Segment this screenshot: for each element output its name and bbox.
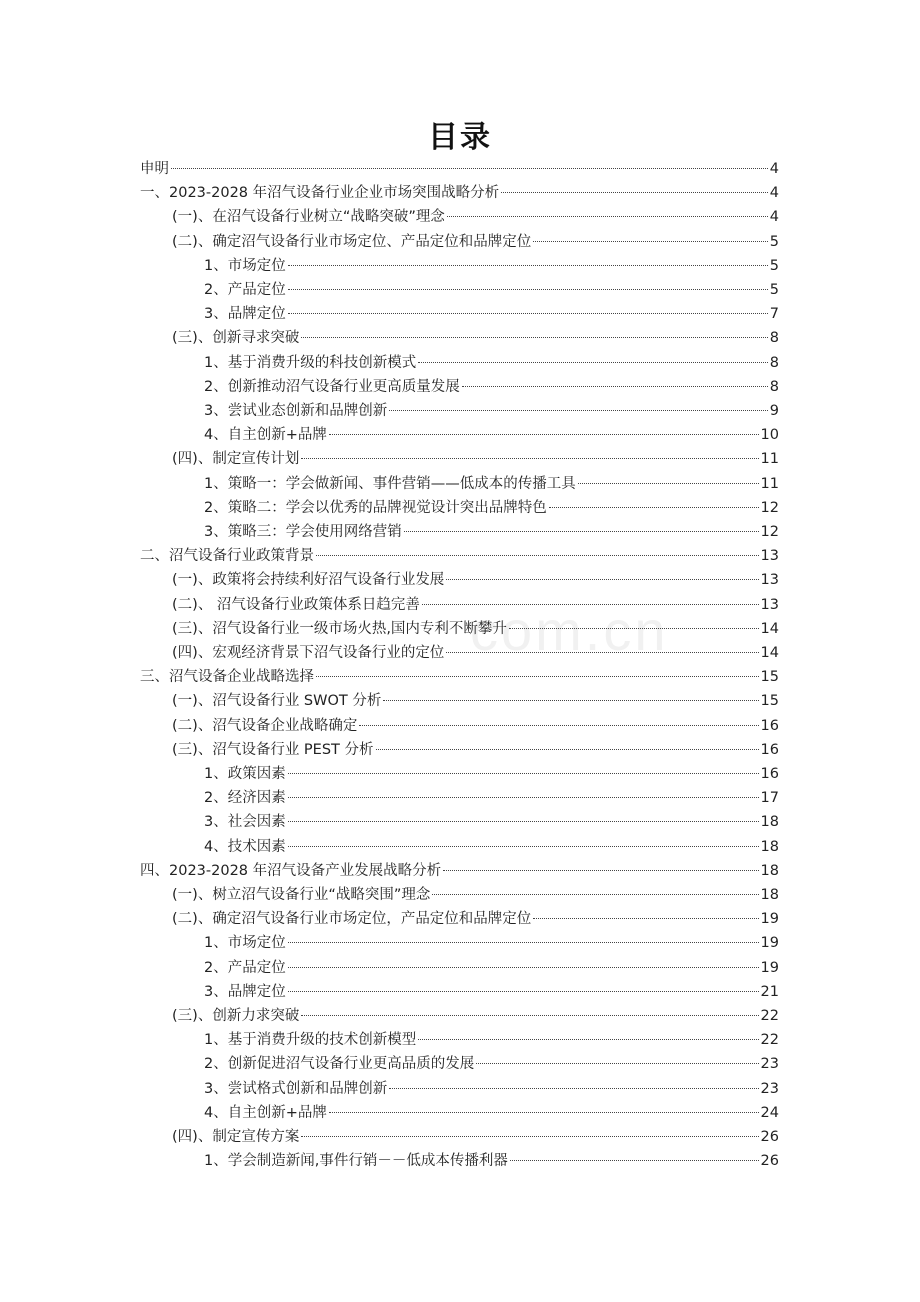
toc-entry[interactable] <box>204 521 779 543</box>
toc-entry[interactable] <box>204 376 779 398</box>
toc-entry[interactable] <box>172 618 779 640</box>
toc-entry[interactable] <box>172 642 779 664</box>
toc-entry-label: 1、市场定位 <box>204 935 286 952</box>
toc-entry[interactable] <box>204 1150 779 1172</box>
toc-entry-page-number: 9 <box>769 403 779 419</box>
dot-leader <box>376 749 759 750</box>
toc-entry-page-number: 19 <box>760 935 779 952</box>
dot-leader <box>383 700 758 701</box>
dot-leader <box>549 507 759 508</box>
dot-leader <box>171 168 768 169</box>
toc-entry[interactable] <box>172 739 779 761</box>
dot-leader <box>422 604 759 605</box>
dot-leader <box>288 846 759 847</box>
toc-entry-label: 1、政策因素 <box>204 766 286 782</box>
dot-leader <box>301 458 758 459</box>
toc-entry[interactable] <box>172 327 779 349</box>
toc-entry-label: (一)、沼气设备行业 SWOT 分析 <box>172 693 382 710</box>
dot-leader <box>501 192 768 193</box>
toc-entry-label: (二)、 沼气设备行业政策体系日趋完善 <box>172 596 420 613</box>
toc-entry-page-number: 21 <box>760 983 779 1000</box>
dot-leader <box>288 313 768 314</box>
toc-entry-page-number: 22 <box>760 1008 779 1024</box>
toc-entry[interactable] <box>204 836 779 858</box>
toc-entry[interactable] <box>172 908 779 930</box>
toc-entry[interactable] <box>204 255 779 277</box>
toc-entry-label: 四、2023-2028 年沼气设备产业发展战略分析 <box>140 862 442 879</box>
toc-entry-label: (四)、制定宣传计划 <box>172 451 300 468</box>
toc-entry-label: 2、创新推动沼气设备行业更高质量发展 <box>204 378 460 395</box>
toc-entry-page-number: 5 <box>769 282 779 298</box>
toc-entry-page-number: 18 <box>760 887 779 903</box>
toc-entry-label: 2、创新促进沼气设备行业更高品质的发展 <box>204 1056 475 1073</box>
toc-entry-page-number: 26 <box>760 1129 779 1145</box>
toc-entry-label: 4、技术因素 <box>204 838 286 855</box>
toc-entry[interactable] <box>204 957 779 979</box>
toc-entry[interactable] <box>204 1102 779 1124</box>
toc-entry[interactable] <box>140 545 779 567</box>
toc-entry-label: 4、自主创新+品牌 <box>204 1104 327 1121</box>
toc-entry-label: (三)、沼气设备行业 PEST 分析 <box>172 741 374 758</box>
toc-entry[interactable] <box>172 231 779 253</box>
toc-entry[interactable] <box>204 763 779 785</box>
toc-entry-page-number: 5 <box>769 233 779 250</box>
dot-leader <box>418 1039 758 1040</box>
dot-leader <box>432 894 758 895</box>
toc-entry-page-number: 7 <box>769 306 779 323</box>
dot-leader <box>578 483 759 484</box>
toc-entry[interactable] <box>172 448 779 470</box>
toc-entry-label: 1、基于消费升级的科技创新模式 <box>204 354 417 371</box>
toc-entry[interactable] <box>140 860 779 882</box>
toc-entry-label: 3、社会因素 <box>204 814 286 831</box>
toc-entry-label: 1、策略一：学会做新闻、事件营销——低成本的传播工具 <box>204 475 576 492</box>
dot-leader <box>288 773 759 774</box>
dot-leader <box>288 265 768 266</box>
toc-entry-label: (一)、在沼气设备行业树立“战略突破”理念 <box>172 209 445 226</box>
toc-entry-label: 3、尝试格式创新和品牌创新 <box>204 1080 388 1097</box>
toc-entry-page-number: 12 <box>760 499 779 516</box>
dot-leader <box>288 821 759 822</box>
toc-entry[interactable] <box>204 1053 779 1075</box>
toc-entry-page-number: 15 <box>760 693 779 710</box>
toc-entry-page-number: 5 <box>769 257 779 274</box>
toc-entry-page-number: 19 <box>760 911 779 928</box>
toc-entry-label: (四)、制定宣传方案 <box>172 1129 300 1145</box>
toc-entry-label: 2、经济因素 <box>204 790 286 807</box>
toc-entry-page-number: 14 <box>760 645 779 661</box>
toc-entry-page-number: 17 <box>760 790 779 807</box>
dot-leader <box>329 434 759 435</box>
dot-leader <box>316 676 759 677</box>
toc-entry[interactable] <box>204 932 779 954</box>
toc-entry[interactable] <box>204 1078 779 1100</box>
toc-entry-page-number: 16 <box>760 741 779 758</box>
toc-entry-page-number: 16 <box>760 717 779 734</box>
toc-entry-label: 4、自主创新+品牌 <box>204 427 327 444</box>
toc-entry[interactable] <box>204 811 779 833</box>
dot-leader <box>288 942 759 943</box>
dot-leader <box>446 652 758 653</box>
toc-entry-page-number: 13 <box>760 572 779 589</box>
watermark: com.cn <box>470 599 669 662</box>
dot-leader <box>288 289 768 290</box>
toc-entry-label: 1、基于消费升级的技术创新模型 <box>204 1032 417 1049</box>
toc-entry-page-number: 18 <box>760 862 779 879</box>
dot-leader <box>533 241 767 242</box>
toc-entry-page-number: 18 <box>760 838 779 855</box>
toc-entry-label: (二)、确定沼气设备行业市场定位，产品定位和品牌定位 <box>172 911 532 928</box>
toc-entry-page-number: 26 <box>760 1153 779 1170</box>
dot-leader <box>301 1015 758 1016</box>
toc-entry-page-number: 16 <box>760 766 779 782</box>
toc-entry-label: 2、产品定位 <box>204 282 286 298</box>
toc-entry-page-number: 4 <box>769 185 779 202</box>
toc-entry-page-number: 19 <box>760 959 779 976</box>
toc-entry-page-number: 4 <box>769 161 779 177</box>
toc-entry[interactable] <box>204 497 779 519</box>
dot-leader <box>447 216 768 217</box>
toc-entry[interactable] <box>172 884 779 906</box>
toc-entry-label: (二)、沼气设备企业战略确定 <box>172 717 358 734</box>
dot-leader <box>446 579 758 580</box>
toc-entry-label: 二、沼气设备行业政策背景 <box>140 548 314 565</box>
toc-entry-label: 2、产品定位 <box>204 959 286 976</box>
toc-entry-page-number: 10 <box>760 427 779 444</box>
toc-entry[interactable] <box>172 690 779 712</box>
toc-entry-page-number: 12 <box>760 524 779 540</box>
toc-entry[interactable] <box>172 206 779 228</box>
dot-leader <box>329 1112 759 1113</box>
toc-entry-label: 三、沼气设备企业战略选择 <box>140 669 314 686</box>
toc-entry[interactable] <box>172 594 779 616</box>
toc-entry-page-number: 14 <box>760 620 779 637</box>
toc-entry[interactable] <box>204 981 779 1003</box>
dot-leader <box>301 1136 758 1137</box>
toc-entry-label: 3、品牌定位 <box>204 983 286 1000</box>
dot-leader <box>418 362 768 363</box>
toc-entry-label: (三)、创新寻求突破 <box>172 330 300 347</box>
toc-entry-page-number: 8 <box>769 354 779 371</box>
toc-entry-label: (四)、宏观经济背景下沼气设备行业的定位 <box>172 645 445 661</box>
dot-leader <box>509 628 759 629</box>
toc-title: 目录 <box>428 120 492 155</box>
toc-entry[interactable] <box>204 279 779 301</box>
toc-entry[interactable] <box>204 787 779 809</box>
toc-entry-label: (三)、沼气设备行业一级市场火热,国内专利不断攀升 <box>172 620 507 637</box>
toc-entry-page-number: 11 <box>760 451 779 468</box>
toc-entry[interactable] <box>204 424 779 446</box>
dot-leader <box>443 870 758 871</box>
toc-entry[interactable] <box>172 715 779 737</box>
toc-entry-page-number: 23 <box>760 1080 779 1097</box>
toc-entry-page-number: 13 <box>760 596 779 613</box>
toc-entry[interactable] <box>204 1029 779 1051</box>
toc-entry-label: 申明 <box>140 161 169 177</box>
toc-entry-label: 2、策略二：学会以优秀的品牌视觉设计突出品牌特色 <box>204 499 547 516</box>
dot-leader <box>462 386 768 387</box>
toc-entry[interactable] <box>204 400 779 422</box>
toc-entry-label: (二)、确定沼气设备行业市场定位、产品定位和品牌定位 <box>172 233 532 250</box>
dot-leader <box>288 967 759 968</box>
toc-entry-label: 3、策略三：学会使用网络营销 <box>204 524 402 540</box>
toc-entry-label: (一)、政策将会持续利好沼气设备行业发展 <box>172 572 445 589</box>
toc-entry-page-number: 4 <box>769 209 779 226</box>
toc-entry-page-number: 22 <box>760 1032 779 1049</box>
toc-entry-page-number: 11 <box>760 475 779 492</box>
toc-entry-page-number: 24 <box>760 1104 779 1121</box>
dot-leader <box>316 555 759 556</box>
dot-leader <box>533 918 758 919</box>
toc-entry[interactable] <box>172 1126 779 1148</box>
dot-leader <box>404 531 759 532</box>
toc-entry-page-number: 15 <box>760 669 779 686</box>
toc-entry[interactable] <box>204 303 779 325</box>
toc-entry[interactable] <box>172 1005 779 1027</box>
toc-entry-page-number: 18 <box>760 814 779 831</box>
dot-leader <box>476 1063 758 1064</box>
dot-leader <box>301 337 767 338</box>
toc-entry[interactable] <box>172 569 779 591</box>
toc-entry[interactable] <box>140 182 779 204</box>
dot-leader <box>288 991 759 992</box>
dot-leader <box>389 410 768 411</box>
dot-leader <box>389 1088 758 1089</box>
toc-entry-page-number: 8 <box>769 378 779 395</box>
toc-entry[interactable] <box>204 352 779 374</box>
toc-entry[interactable] <box>204 473 779 495</box>
toc-entry-label: 3、品牌定位 <box>204 306 286 323</box>
toc-entry-page-number: 8 <box>769 330 779 347</box>
toc-entry[interactable] <box>140 666 779 688</box>
toc-entry-page-number: 23 <box>760 1056 779 1073</box>
toc-entry[interactable] <box>140 158 779 180</box>
toc-entry-label: (一)、树立沼气设备行业“战略突围”理念 <box>172 887 431 903</box>
toc-entry-label: 1、市场定位 <box>204 257 286 274</box>
toc-entry-page-number: 13 <box>760 548 779 565</box>
dot-leader <box>510 1160 759 1161</box>
dot-leader <box>288 797 759 798</box>
dot-leader <box>359 725 758 726</box>
toc-entry-label: 3、尝试业态创新和品牌创新 <box>204 403 388 419</box>
toc-entry-label: 一、2023-2028 年沼气设备行业企业市场突围战略分析 <box>140 185 500 202</box>
toc-entry-label: (三)、创新力求突破 <box>172 1008 300 1024</box>
toc-entry-label: 1、学会制造新闻,事件行销－－低成本传播利器 <box>204 1153 508 1170</box>
